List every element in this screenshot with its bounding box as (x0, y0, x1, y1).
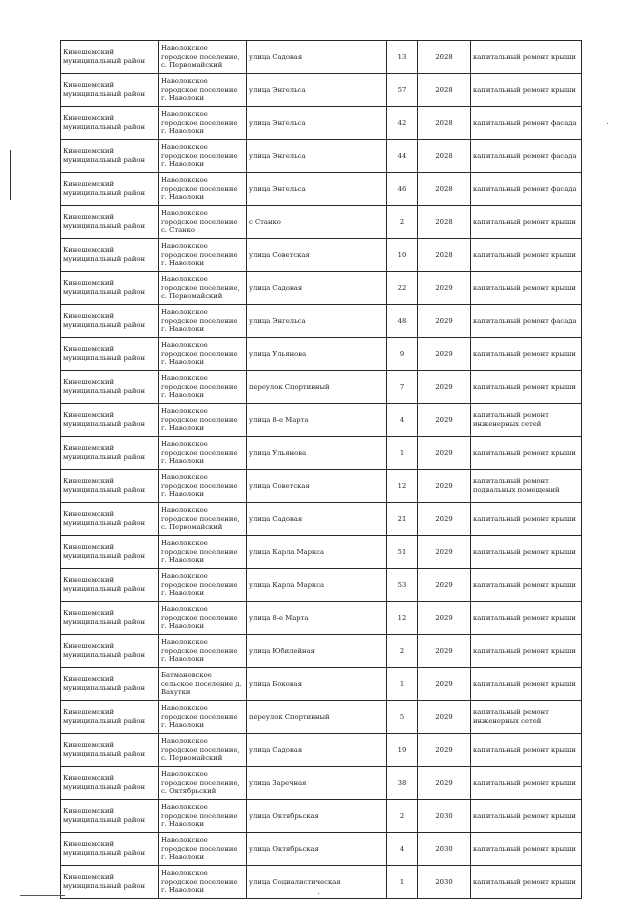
cell-work-type: капитальный ремонт фасада (471, 107, 582, 140)
cell-street: улица Ульянова (247, 338, 387, 371)
cell-year: 2028 (418, 107, 471, 140)
cell-house-number: 22 (387, 272, 418, 305)
cell-district: Кинешемский муниципальный район (61, 569, 159, 602)
cell-street: улица Карла Маркса (247, 569, 387, 602)
cell-settlement: Батмановское сельское поселение д. Вахутки (159, 668, 247, 701)
cell-district: Кинешемский муниципальный район (61, 338, 159, 371)
cell-district: Кинешемский муниципальный район (61, 41, 159, 74)
cell-district: Кинешемский муниципальный район (61, 767, 159, 800)
cell-work-type: капитальный ремонт крыши (471, 41, 582, 74)
cell-street: улица Октябрьская (247, 833, 387, 866)
cell-work-type: капитальный ремонт крыши (471, 833, 582, 866)
cell-year: 2029 (418, 305, 471, 338)
cell-year: 2028 (418, 173, 471, 206)
cell-settlement: Наволокское городское поселение с. Станко (159, 206, 247, 239)
table-row (61, 41, 582, 74)
cell-district: Кинешемский муниципальный район (61, 602, 159, 635)
cell-settlement: Наволокское городское поселение, с. Октябрьский (159, 767, 247, 800)
cell-street: улица Советская (247, 239, 387, 272)
table-row (61, 272, 582, 305)
table-row (61, 734, 582, 767)
cell-year: 2029 (418, 437, 471, 470)
cell-district: Кинешемский муниципальный район (61, 272, 159, 305)
cell-year: 2029 (418, 602, 471, 635)
cell-street: улица Юбилейная (247, 635, 387, 668)
cell-year: 2028 (418, 41, 471, 74)
cell-house-number: 48 (387, 305, 418, 338)
table-row (61, 767, 582, 800)
cell-year: 2030 (418, 800, 471, 833)
cell-house-number: 2 (387, 635, 418, 668)
table-row (61, 206, 582, 239)
cell-house-number: 53 (387, 569, 418, 602)
table-row (61, 470, 582, 503)
cell-district: Кинешемский муниципальный район (61, 371, 159, 404)
cell-settlement: Наволокское городское поселение г. Наволоки (159, 404, 247, 437)
table-row (61, 74, 582, 107)
cell-house-number: 12 (387, 602, 418, 635)
cell-house-number: 38 (387, 767, 418, 800)
table-row (61, 437, 582, 470)
cell-house-number: 51 (387, 536, 418, 569)
cell-settlement: Наволокское городское поселение г. Наволоки (159, 569, 247, 602)
cell-settlement: Наволокское городское поселение г. Наволоки (159, 602, 247, 635)
cell-settlement: Наволокское городское поселение г. Наволоки (159, 338, 247, 371)
cell-house-number: 46 (387, 173, 418, 206)
cell-house-number: 10 (387, 239, 418, 272)
table-row (61, 569, 582, 602)
table-body (61, 41, 582, 899)
cell-settlement: Наволокское городское поселение г. Наволоки (159, 173, 247, 206)
cell-work-type: капитальный ремонт фасада (471, 140, 582, 173)
cell-district: Кинешемский муниципальный район (61, 866, 159, 899)
cell-year: 2029 (418, 536, 471, 569)
cell-district: Кинешемский муниципальный район (61, 107, 159, 140)
cell-settlement: Наволокское городское поселение, с. Первомайский (159, 272, 247, 305)
scan-speck (318, 893, 319, 894)
footer-rule (20, 895, 65, 896)
cell-house-number: 5 (387, 701, 418, 734)
cell-district: Кинешемский муниципальный район (61, 305, 159, 338)
cell-settlement: Наволокское городское поселение г. Наволоки (159, 140, 247, 173)
cell-house-number: 4 (387, 404, 418, 437)
cell-work-type: капитальный ремонт крыши (471, 767, 582, 800)
scan-edge-mark (10, 150, 11, 200)
table-row (61, 503, 582, 536)
cell-street: улица Боковая (247, 668, 387, 701)
cell-district: Кинешемский муниципальный район (61, 173, 159, 206)
cell-street: улица Ульянова (247, 437, 387, 470)
cell-work-type: капитальный ремонт крыши (471, 272, 582, 305)
cell-house-number: 13 (387, 41, 418, 74)
cell-house-number: 1 (387, 437, 418, 470)
table-row (61, 140, 582, 173)
table-row (61, 239, 582, 272)
cell-house-number: 1 (387, 668, 418, 701)
cell-year: 2029 (418, 503, 471, 536)
cell-street: улица Энгельса (247, 74, 387, 107)
cell-settlement: Наволокское городское поселение г. Наволоки (159, 371, 247, 404)
cell-street: улица Заречная (247, 767, 387, 800)
cell-house-number: 2 (387, 206, 418, 239)
cell-year: 2029 (418, 635, 471, 668)
cell-year: 2029 (418, 701, 471, 734)
cell-district: Кинешемский муниципальный район (61, 206, 159, 239)
cell-street: переулок Спортивный (247, 371, 387, 404)
table-row (61, 404, 582, 437)
cell-settlement: Наволокское городское поселение г. Наволоки (159, 866, 247, 899)
cell-settlement: Наволокское городское поселение г. Наволоки (159, 536, 247, 569)
cell-settlement: Наволокское городское поселение г. Наволоки (159, 305, 247, 338)
cell-year: 2030 (418, 833, 471, 866)
scan-speck (607, 123, 608, 124)
cell-street: улица Садовая (247, 734, 387, 767)
cell-settlement: Наволокское городское поселение г. Наволоки (159, 833, 247, 866)
cell-work-type: капитальный ремонт подвальных помещений (471, 470, 582, 503)
table-row (61, 173, 582, 206)
cell-district: Кинешемский муниципальный район (61, 701, 159, 734)
cell-year: 2029 (418, 338, 471, 371)
cell-work-type: капитальный ремонт крыши (471, 239, 582, 272)
cell-year: 2029 (418, 371, 471, 404)
table-row (61, 866, 582, 899)
cell-street: улица 8-е Марта (247, 404, 387, 437)
cell-year: 2029 (418, 767, 471, 800)
cell-year: 2029 (418, 272, 471, 305)
table-row (61, 668, 582, 701)
cell-district: Кинешемский муниципальный район (61, 635, 159, 668)
cell-settlement: Наволокское городское поселение г. Наволоки (159, 74, 247, 107)
cell-settlement: Наволокское городское поселение, с. Первомайский (159, 503, 247, 536)
cell-year: 2029 (418, 470, 471, 503)
cell-district: Кинешемский муниципальный район (61, 74, 159, 107)
cell-street: улица Карла Маркса (247, 536, 387, 569)
cell-work-type: капитальный ремонт крыши (471, 602, 582, 635)
cell-district: Кинешемский муниципальный район (61, 668, 159, 701)
cell-house-number: 4 (387, 833, 418, 866)
cell-street: улица Энгельса (247, 173, 387, 206)
cell-street: с Станко (247, 206, 387, 239)
table-row (61, 371, 582, 404)
cell-work-type: капитальный ремонт крыши (471, 866, 582, 899)
cell-work-type: капитальный ремонт крыши (471, 503, 582, 536)
cell-settlement: Наволокское городское поселение г. Наволоки (159, 470, 247, 503)
cell-district: Кинешемский муниципальный район (61, 536, 159, 569)
cell-house-number: 9 (387, 338, 418, 371)
cell-house-number: 42 (387, 107, 418, 140)
cell-work-type: капитальный ремонт крыши (471, 635, 582, 668)
cell-house-number: 21 (387, 503, 418, 536)
table-row (61, 536, 582, 569)
cell-house-number: 7 (387, 371, 418, 404)
cell-street: улица Энгельса (247, 305, 387, 338)
cell-district: Кинешемский муниципальный район (61, 140, 159, 173)
cell-settlement: Наволокское городское поселение г. Наволоки (159, 701, 247, 734)
cell-year: 2029 (418, 734, 471, 767)
cell-house-number: 12 (387, 470, 418, 503)
cell-work-type: капитальный ремонт инженерных сетей (471, 404, 582, 437)
table-row (61, 305, 582, 338)
cell-year: 2028 (418, 239, 471, 272)
cell-year: 2028 (418, 206, 471, 239)
table-row (61, 800, 582, 833)
cell-district: Кинешемский муниципальный район (61, 437, 159, 470)
cell-district: Кинешемский муниципальный район (61, 800, 159, 833)
cell-year: 2029 (418, 569, 471, 602)
cell-year: 2028 (418, 74, 471, 107)
cell-settlement: Наволокское городское поселение, с. Первомайский (159, 734, 247, 767)
cell-work-type: капитальный ремонт крыши (471, 734, 582, 767)
cell-settlement: Наволокское городское поселение г. Наволоки (159, 107, 247, 140)
cell-year: 2028 (418, 140, 471, 173)
cell-district: Кинешемский муниципальный район (61, 503, 159, 536)
cell-district: Кинешемский муниципальный район (61, 734, 159, 767)
cell-work-type: капитальный ремонт крыши (471, 569, 582, 602)
cell-street: улица Садовая (247, 272, 387, 305)
cell-settlement: Наволокское городское поселение, с. Первомайский (159, 41, 247, 74)
cell-district: Кинешемский муниципальный район (61, 404, 159, 437)
cell-street: улица Социалистическая (247, 866, 387, 899)
cell-work-type: капитальный ремонт крыши (471, 338, 582, 371)
table-row (61, 833, 582, 866)
cell-settlement: Наволокское городское поселение г. Наволоки (159, 800, 247, 833)
cell-settlement: Наволокское городское поселение г. Наволоки (159, 239, 247, 272)
table-row (61, 602, 582, 635)
cell-street: улица Энгельса (247, 107, 387, 140)
cell-street: улица Энгельса (247, 140, 387, 173)
cell-work-type: капитальный ремонт крыши (471, 800, 582, 833)
table-row (61, 635, 582, 668)
cell-settlement: Наволокское городское поселение г. Наволоки (159, 437, 247, 470)
cell-street: улица 8-е Марта (247, 602, 387, 635)
cell-work-type: капитальный ремонт крыши (471, 536, 582, 569)
cell-house-number: 2 (387, 800, 418, 833)
cell-district: Кинешемский муниципальный район (61, 833, 159, 866)
cell-work-type: капитальный ремонт крыши (471, 668, 582, 701)
table-row (61, 701, 582, 734)
cell-street: улица Октябрьская (247, 800, 387, 833)
cell-work-type: капитальный ремонт крыши (471, 437, 582, 470)
table-row (61, 338, 582, 371)
cell-house-number: 19 (387, 734, 418, 767)
cell-district: Кинешемский муниципальный район (61, 470, 159, 503)
cell-street: переулок Спортивный (247, 701, 387, 734)
cell-street: улица Садовая (247, 503, 387, 536)
cell-work-type: капитальный ремонт фасада (471, 305, 582, 338)
cell-year: 2030 (418, 866, 471, 899)
cell-work-type: капитальный ремонт фасада (471, 173, 582, 206)
cell-house-number: 57 (387, 74, 418, 107)
cell-house-number: 1 (387, 866, 418, 899)
cell-work-type: капитальный ремонт крыши (471, 371, 582, 404)
cell-work-type: капитальный ремонт крыши (471, 74, 582, 107)
cell-district: Кинешемский муниципальный район (61, 239, 159, 272)
cell-work-type: капитальный ремонт инженерных сетей (471, 701, 582, 734)
repair-schedule-table (60, 40, 582, 899)
cell-house-number: 44 (387, 140, 418, 173)
cell-work-type: капитальный ремонт крыши (471, 206, 582, 239)
cell-year: 2029 (418, 404, 471, 437)
cell-year: 2029 (418, 668, 471, 701)
cell-street: улица Садовая (247, 41, 387, 74)
cell-settlement: Наволокское городское поселение г. Наволоки (159, 635, 247, 668)
cell-street: улица Советская (247, 470, 387, 503)
table-row (61, 107, 582, 140)
